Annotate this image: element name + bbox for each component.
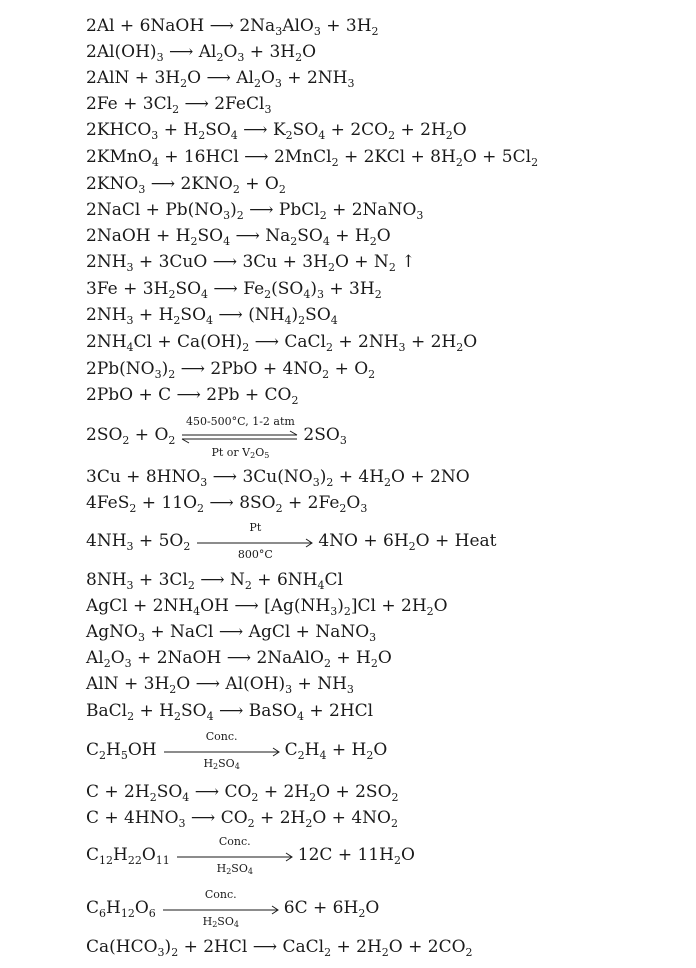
condition-above: Pt (249, 521, 262, 534)
condition-above: Conc. (204, 888, 237, 901)
reaction-equation: $2Al(OH)_3$ ⟶ $Al_2O_3 + 3H_2O$ (86, 42, 317, 64)
condition-below: $H_2SO_4$ (203, 757, 240, 771)
reaction-product: $C_2H_4 + H_2O$ (284, 740, 388, 762)
reaction-equation: $2Fe + 3Cl_2$ ⟶ 2FeCl$_3$ (86, 94, 272, 116)
reaction-equation: 2KMnO$_4$ + 16HCl ⟶ 2MnCl$_2$ + $2KCl + 8H_2O + 5Cl_2$ (86, 147, 539, 169)
reaction-product: $6C + 6H_2O$ (283, 898, 380, 920)
reaction-equation: $2NH_3 + H_2SO_4$ ⟶ $(NH_4)_2SO_4$ (86, 305, 338, 327)
reaction-arrow-icon (196, 536, 314, 550)
reaction-equation: $C_6H_{12}O_6$ (86, 898, 156, 920)
reaction-equation: $C + 2H_2SO_4$ ⟶ $CO_2 + 2H_2O + 2SO_2$ (86, 782, 399, 804)
reaction-equation: BaCl$_2$ + $H_2SO_4$ ⟶ BaSO$_4$ + 2HCl (86, 701, 374, 723)
reaction-equation: $2NH_4Cl + Ca(OH)_2$ ⟶ CaCl$_2$ + $2NH_3 + 2H_2O$ (86, 332, 478, 354)
reaction-equation: 2NaCl + $Pb(NO_3)_2$ ⟶ PbCl$_2$ + 2NaNO$_3$ (86, 200, 424, 222)
equilibrium-arrow-icon (181, 430, 299, 444)
reaction-product: $12C + 11H_2O$ (297, 845, 415, 867)
condition-above: Conc. (205, 730, 238, 743)
reaction-equation: AgNO$_3$ + NaCl ⟶ AgCl + NaNO$_3$ (86, 622, 377, 644)
reaction-equation: $2KNO_3$ ⟶ $2KNO_2 + O_2$ (86, 174, 286, 196)
reaction-equation: $2NH_3 + 3CuO$ ⟶ $3Cu + 3H_2O + N_2$ ↑ (86, 252, 416, 274)
reaction-equation: $2AlN + 3H_2O$ ⟶ $Al_2O_3 + 2NH_3$ (86, 68, 355, 90)
condition-below: $H_2SO_4$ (202, 915, 239, 929)
reaction-arrow-icon (162, 903, 280, 917)
reaction-equation: 2NaOH + $H_2SO_4$ ⟶ $Na_2SO_4 + H_2O$ (86, 226, 391, 248)
reaction-equation: $3Fe + 3H_2SO_4$ ⟶ $Fe_2(SO_4)_3 + 3H_2$ (86, 279, 382, 301)
condition-above: 450-500°C, 1-2 atm (185, 415, 295, 428)
reaction-equation: 2PbO + C ⟶ $2Pb + CO_2$ (86, 385, 299, 407)
reaction-equation: $2Pb(NO_3)_2$ ⟶ $2PbO + 4NO_2 + O_2$ (86, 359, 376, 381)
condition-below: 800°C (237, 548, 273, 561)
condition-below: Pt or $V_2O_5$ (211, 446, 270, 460)
reaction-equation: $C_2H_5OH$ (86, 740, 157, 762)
reaction-equation: $Al_2O_3$ + 2NaOH ⟶ 2NaAlO$_2$ + $H_2O$ (86, 648, 392, 670)
reaction-arrow-icon (163, 745, 281, 759)
reaction-equation: 2Al + 6NaOH ⟶ $2Na_3AlO_3 + 3H_2$ (86, 16, 379, 38)
reaction-equation: $3Cu + 8HNO_3$ ⟶ $3Cu(NO_3)_2 + 4H_2O + 2NO$ (86, 467, 470, 489)
reaction-product: $4NO + 6H_2O$ + Heat (318, 531, 497, 553)
reaction-arrow-icon (176, 850, 294, 864)
reaction-equation: $C_{12}H_{22}O_{11}$ (86, 845, 170, 867)
reaction-equation: $8NH_3 + 3Cl_2$ ⟶ $N_2 + 6NH_4Cl$ (86, 570, 343, 592)
condition-below: $H_2SO_4$ (216, 862, 253, 876)
reaction-equation: $Ca(HCO_3)_2 + 2HCl$ ⟶ CaCl$_2$ + $2H_2O + 2CO_2$ (86, 937, 473, 959)
reaction-equation: $4FeS_2 + 11O_2$ ⟶ $8SO_2 + 2Fe_2O_3$ (86, 493, 368, 515)
condition-above: Conc. (218, 835, 251, 848)
reaction-equation: $2SO_2 + O_2$ (86, 425, 176, 447)
reaction-equation: $2KHCO_3 + H_2SO_4$ ⟶ $K_2SO_4 + 2CO_2 + 2H_2O$ (86, 120, 467, 142)
reaction-equation: $C + 4HNO_3$ ⟶ $CO_2 + 2H_2O + 4NO_2$ (86, 808, 398, 830)
reaction-equation: AlN + $3H_2O$ ⟶ $Al(OH)_3 + NH_3$ (86, 674, 354, 696)
reaction-equation: AgCl + $2NH_4OH$ ⟶ $[Ag(NH_3)_2]Cl + 2H_2O$ (86, 596, 448, 618)
reaction-equation: $4NH_3 + 5O_2$ (86, 531, 191, 553)
reaction-product: $2SO_3$ (303, 425, 347, 447)
